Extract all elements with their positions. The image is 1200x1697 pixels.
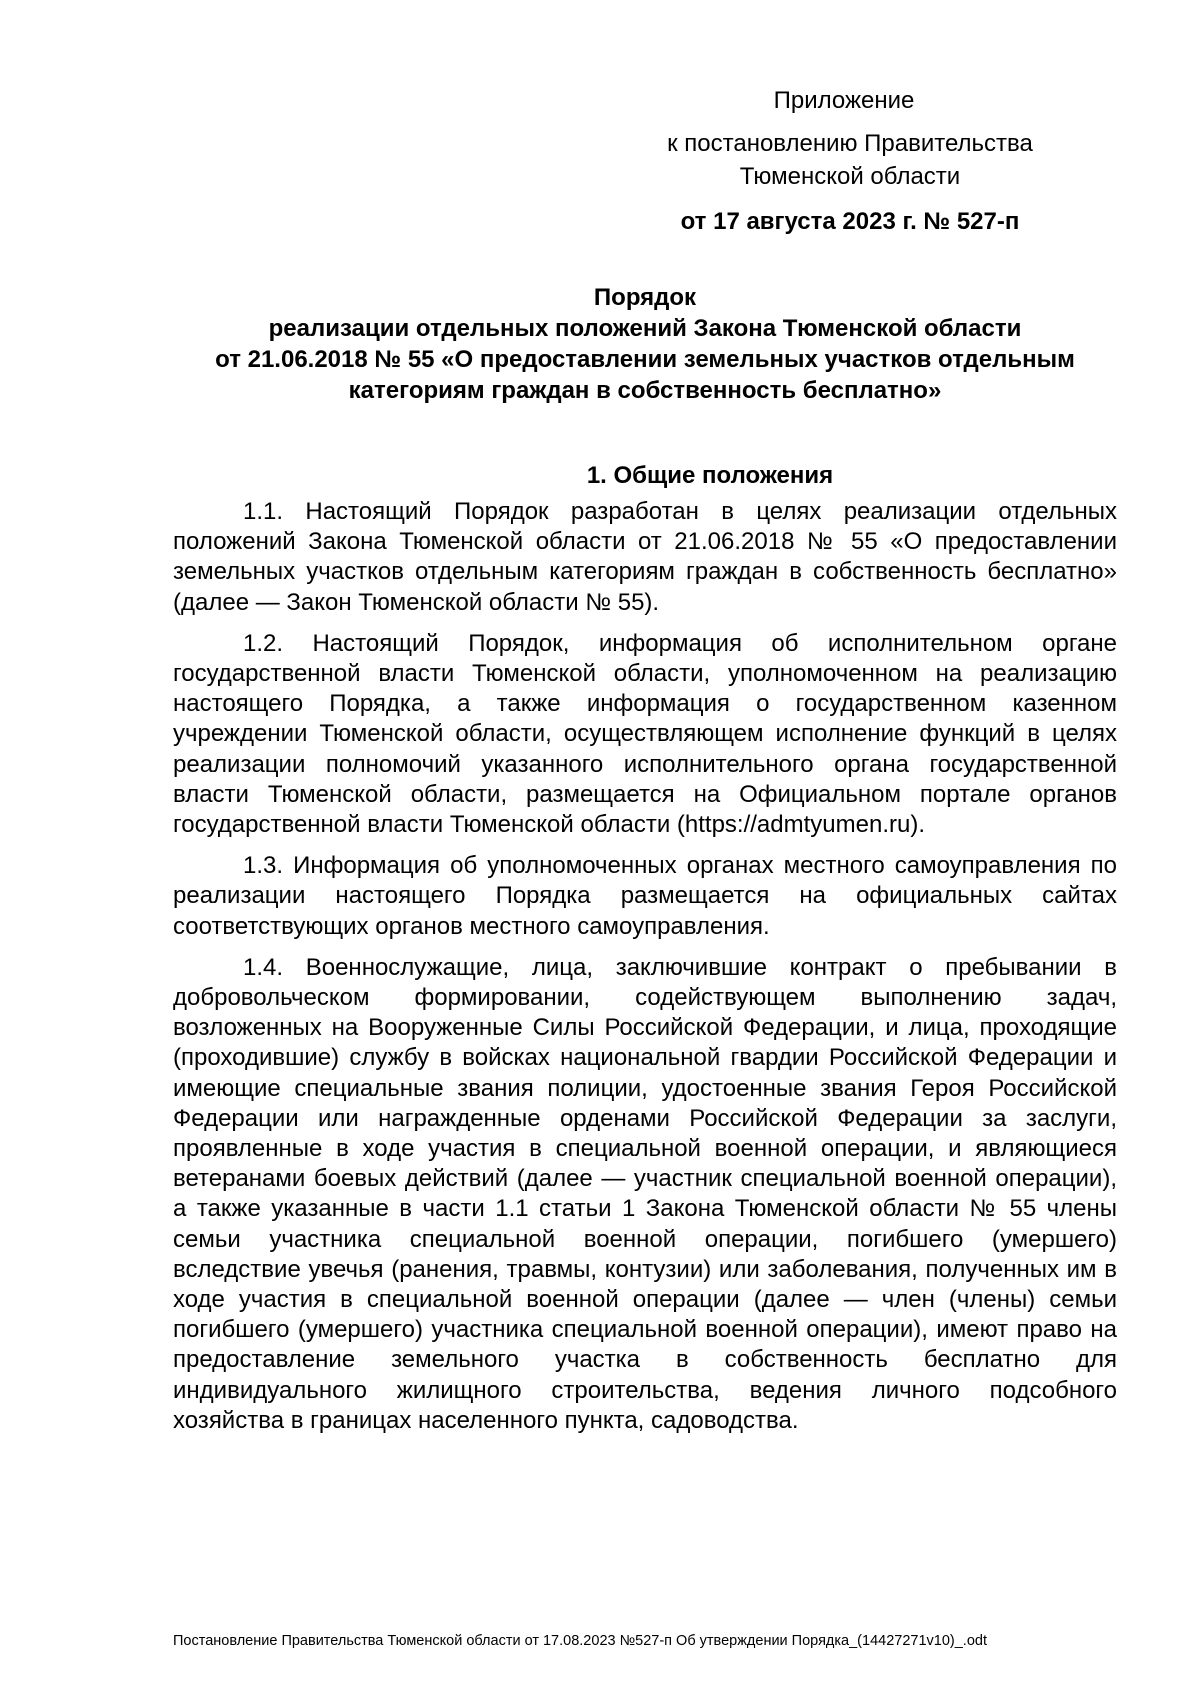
attachment-to-line-2: Тюменской области [739,163,961,190]
attachment-to-line-1: к постановлению Правительства [667,130,1033,157]
paragraph-1-4: 1.4. Военнослужащие, лица, заключившие контракт о пребывании в добровольческом формировании, содействующем выполнению задач, возложенных на Вооруженные Силы Российской Федерации, и лица, проходящие (проходившие) службу в войсках национальной гвардии Российской Федерации и имеющие специальные звания полиции, удостоенные звания Героя Российской Федерации или награжденные орденами Российской Федерации за заслуги, проявленные в ходе участия в специальной военной операции, и являющиеся ветеранами боевых действий (далее — участник специальной военной операции), а также указанные в части 1.1 статьи 1 Закона Тюменской области № 55 члены семьи участника специальной военной операции, погибшего (умершего) вследствие увечья (ранения, травмы, контузии) или заболевания, полученных им в ходе участия в специальной военной операции (далее — член (члены) семьи погибшего (умершего) участника специальной военной операции), имеют право на предоставление земельного участка в собственность бесплатно для индивидуального жилищного строительства, ведения личного подсобного хозяйства в границах населенного пункта, садоводства. [173,953,1117,1434]
title-line-2: реализации отдельных положений Закона Тюменской области [268,315,1022,342]
attachment-date-number: от 17 августа 2023 г. № 527-п [680,208,1020,235]
paragraph-1-3: 1.3. Информация об уполномоченных органах местного самоуправления по реализации настоящего Порядка размещается на официальных сайтах соответствующих органов местного самоуправления. [173,852,1117,940]
attachment-block [600,84,1100,238]
section-heading: 1. Общие положения [586,462,834,489]
page-footer: Постановление Правительства Тюменской области от 17.08.2023 №527-п Об утверждении Порядка_(14427271v10)_.odt [173,1633,987,1649]
attachment-label: Приложение [773,87,915,114]
title-line-1: Порядок [593,284,697,311]
title-line-4: категориям граждан в собственность бесплатно» [348,377,942,404]
paragraph-1-1: 1.1. Настоящий Порядок разработан в целях реализации отдельных положений Закона Тюменской области от 21.06.2018 № 55 «О предоставлении земельных участков отдельным категориям граждан в собственность бесплатно» (далее — Закон Тюменской области № 55). [173,498,1117,616]
section-body [173,497,1117,1447]
document-title [173,282,1117,406]
paragraph-1-2: 1.2. Настоящий Порядок, информация об исполнительном органе государственной власти Тюменской области, уполномоченном на реализацию настоящего Порядка, а также информация о государственном казенном учреждении Тюменской области, осуществляющем исполнение функций в целях реализации полномочий указанного исполнительного органа государственной власти Тюменской области, размещается на Официальном портале органов государственной власти Тюменской области (https://admtyumen.ru). [173,629,1117,839]
title-line-3: от 21.06.2018 № 55 «О предоставлении земельных участков отдельным [215,346,1075,373]
